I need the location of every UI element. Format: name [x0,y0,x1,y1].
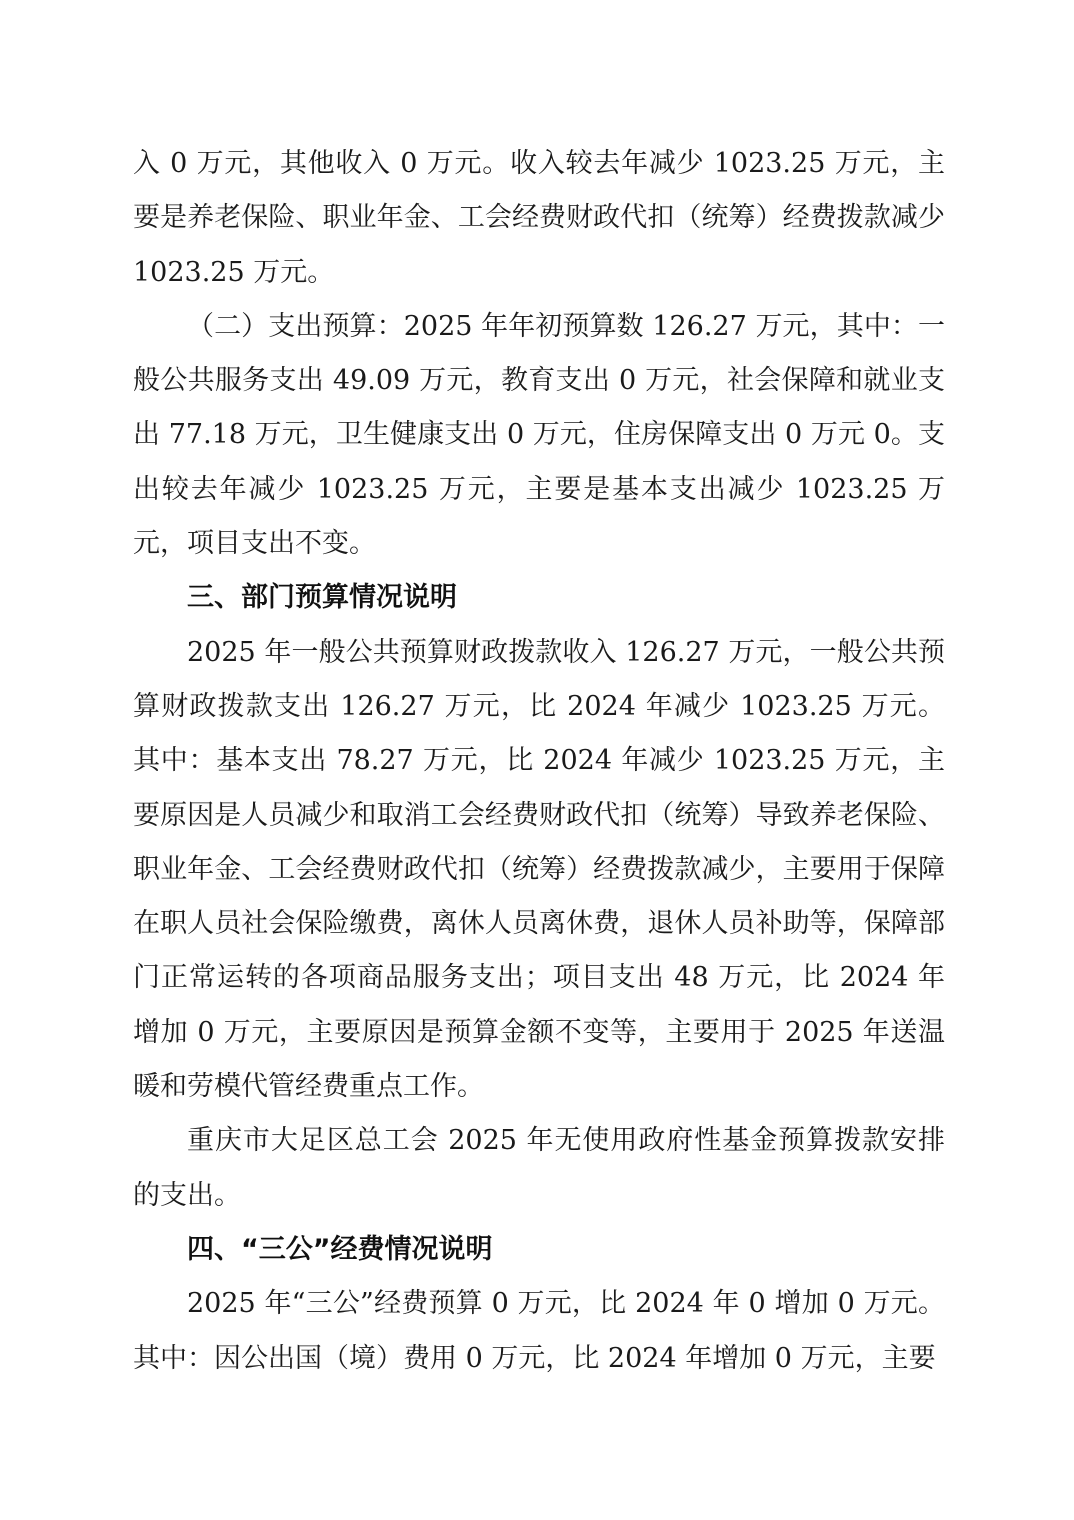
paragraph-three-public-expenses: 2025 年“三公”经费预算 0 万元，比 2024 年 0 增加 0 万元。其中：因公出国（境）费用 0 万元，比 2024 年增加 0 万元，主要 [133,1288,945,1374]
section-heading-department-budget: 三、部门预算情况说明 [187,582,457,614]
paragraph-income-summary: 入 0 万元，其他收入 0 万元。收入较去年减少 1023.25 万元，主要是养老保险、职业年金、工会经费财政代扣（统筹）经费拨款减少 1023.25 万元。 [133,148,945,288]
paragraph-general-public-budget: 2025 年一般公共预算财政拨款收入 126.27 万元，一般公共预算财政拨款支出 126.27 万元，比 2024 年减少 1023.25 万元。其中：基本支出 78.27 万元，比 2024 年减少 1023.25 万元，主要原因是人员减少和取消工会经费财政代扣（统筹）导致养老保险、职业年金、工会经费财政代扣（统筹）经费拨款减少，主要用于保障在职人员社会保险缴费，离休人员离休费，退休人员补助等，保障部门正常运转的各项商品服务支出；项目支出 48 万元，比 2024 年增加 0 万元，主要原因是预算金额不变等，主要用于 2025 年送温暖和劳模代管经费重点工作。 [133,636,945,1103]
document-page [133,137,945,1386]
paragraph-expenditure-budget: （二）支出预算：2025 年年初预算数 126.27 万元，其中：一般公共服务支出 49.09 万元，教育支出 0 万元，社会保障和就业支出 77.18 万元，卫生健康支出 0 万元，住房保障支出 0 万元 0。支出较去年减少 1023.25 万元，主要是基本支出减少 1023.25 万元，项目支出不变。 [133,310,945,560]
section-heading-three-public-expenses: 四、“三公”经费情况说明 [187,1233,493,1265]
paragraph-government-fund: 重庆市大足区总工会 2025 年无使用政府性基金预算拨款安排的支出。 [133,1125,945,1211]
